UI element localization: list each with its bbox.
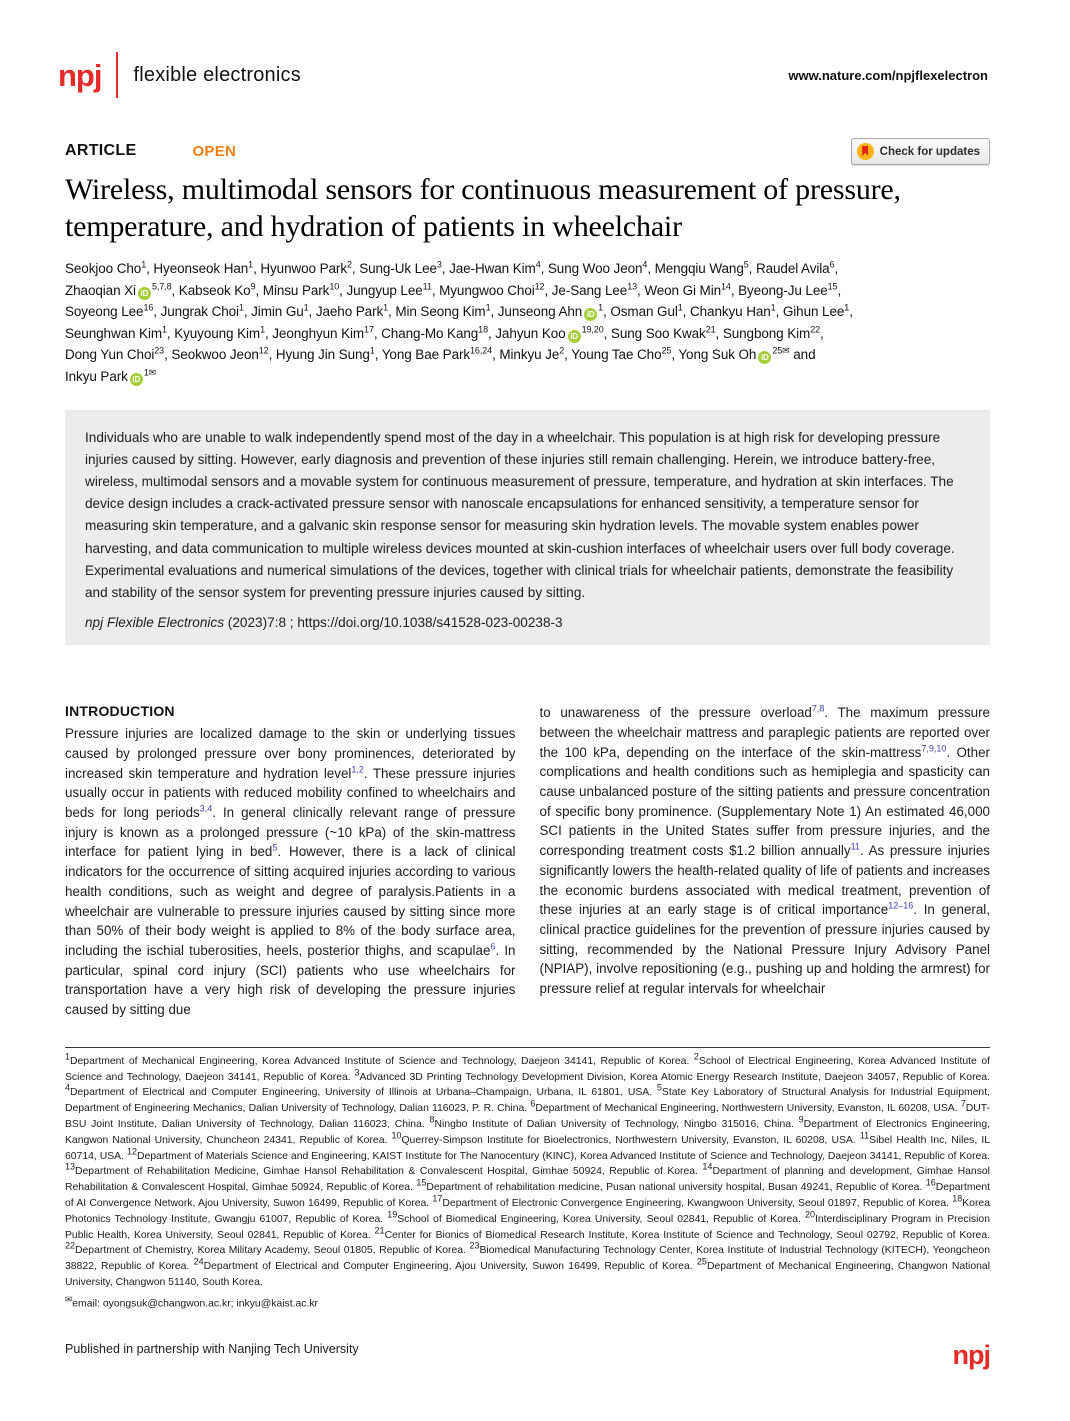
site-url[interactable]: www.nature.com/npjflexelectron [788,67,988,83]
footer-partnership: Published in partnership with Nanjing Tech University [65,1342,359,1356]
content [65,142,990,1312]
brand-group [58,52,301,98]
orcid-icon[interactable]: iD [568,330,581,343]
citation-journal: npj Flexible Electronics [85,615,225,631]
author-line: Dong Yun Choi$^{23}$, Seokwoo Jeon$^{12}$, Hyung Jin Sung$^1$, Yong Bae Park$^{16,24}$, Minkyu Je$^2$, Young Tae Cho$^{25}$, Yong Suk Oh $iD^{25✉}$ and [65,345,816,363]
article-type-row [65,142,990,160]
author-line: Seokjoo Cho$^1$, Hyeonseok Han$^1$, Hyunwoo Park$^2$, Sung-Uk Lee$^3$, Jae-Hwan Kim$^4$, Sung Woo Jeon$^4$, Mengqiu Wang$^5$, Raudel Avila$^6$, [65,259,839,276]
author-line: Inkyu Park $iD^{1✉}$ [65,367,157,384]
orcid-icon[interactable]: iD [138,287,151,300]
open-access-label: OPEN [192,142,237,160]
citation-doi-link[interactable]: (2023)7:8 ; https://doi.org/10.1038/s41528-023-00238-3 [224,615,563,631]
masthead [58,52,988,98]
author-line: Seunghwan Kim$^1$, Kyuyoung Kim$^1$, Jeonghyun Kim$^{17}$, Chang-Mo Kang$^{18}$, Jahyun Koo iD$^{19,20}$, Sung Soo Kwak$^{21}$, Sungbong Kim$^{22}$, [65,324,824,341]
article-title: Wireless, multimodal sensors for continuous measurement of pressure, temperature, and hydration of patients in wheelchair [65,173,901,243]
brand-divider [116,52,118,98]
author-list [65,258,990,388]
footnote-divider [65,1047,990,1048]
author-line: Zhaoqian Xi iD$^{5,7,8}$, Kabseok Ko$^9$, Minsu Park$^{10}$, Jungyup Lee$^{11}$, Myungwoo Choi$^{12}$, Je-Sang Lee$^{13}$, Weon Gi Min$^{14}$, Byeong-Ju Lee$^{15}$, [65,281,842,298]
orcid-icon[interactable]: iD [758,351,771,364]
npj-logo: npj [58,57,102,93]
affiliations-text: $^1$Department of Mechanical Engineering, Korea Advanced Institute of Science and Technology, Daejeon 34141, Republic of Korea. $^2$School of Electrical Engineering, Korea Advanced Institute of Science and Technology, Daejeon 34141, Republic of Korea. $^3$Advanced 3D Printing Technology Development Division, Korea Atomic Energy Research Institute, Daejeon 34057, Republic of Korea. $^4$Department of Electrical and Computer Engineering, University of Illinois at Urbana–Champaign, Urbana, IL 61801, USA. $^5$State Key Laboratory of Structural Analysis for Industrial Equipment, Department of Engineering Mechanics, Dalian University of Technology, Dalian 116023, P. R. China. $^6$Department of Mechanical Engineering, Northwestern University, Evanston, IL 60208, USA. $^7$DUT-BSU Joint Institute, Dalian University of Technology, Dalian 116023, China. $^8$Ningbo Institute of Dalian University of Technology, Ningbo 315016, China. $^9$Department of Electronics Engineering, Kangwon National University, Chuncheon 24341, Republic of Korea. $^{10}$Querrey-Simpson Institute for Bioelectronics, Northwestern University, Evanston, IL 60208, USA. $^{11}$Sibel Health Inc, Niles, IL 60714, USA. $^{12}$Department of Materials Science and Engineering, KAIST Institute for The Nanocentury (KINC), Korea Advanced Institute of Science and Technology, Daejeon 34141, Republic of Korea. $^{13}$Department of Rehabilitation Medicine, Gimhae Hansol Rehabilitation & Convalescent Hospital, Gimhae 50924, Republic of Korea. $^{14}$Department of planning and development, Gimhae Hansol Rehabilitation & Convalescent Hospital, Gimhae 50924, Republic of Korea. $^{15}$Department of rehabilitation medicine, Pusan national university hospital, Busan 49241, Republic of Korea. $^{16}$Department of AI Convergence Network, Ajou University, Suwon 16499, Republic of Korea. $^{17}$Department of Electronic Convergence Engineering, Kwangwoon University, Seoul 01897, Republic of Korea. $^{18}$Korea Photonics Technology Institute, Gwangju 61007, Republic of Korea. $^{19}$School of Biomedical Engineering, Korea University, Seoul 02841, Republic of Korea. $^{20}$Interdisciplinary Program in Precision Public Health, Korea University, Seoul 02841, Republic of Korea. $^{21}$Center for Bionics of Biomedical Research Institute, Korea Institute of Science and Technology, Seoul 02792, Republic of Korea. $^{22}$Department of Chemistry, Korea Military Academy, Seoul 01805, Republic of Korea. $^{23}$Biomedical Manufacturing Technology Center, Korea Institute of Industrial Technology (KITECH), Yeongcheon 38822, Republic of Korea. $^{24}$Department of Electrical and Computer Engineering, Ajou University, Suwon 16499, Republic of Korea. $^{25}$Department of Mechanical Engineering, Changwon National University, Changwon 51140, South Korea. [65,1051,991,1288]
author-line: Soyeong Lee$^{16}$, Jungrak Choi$^1$, Jimin Gu$^1$, Jaeho Park$^1$, Min Seong Kim$^1$, Junseong Ahn $iD^1$, Osman Gul$^1$, Chankyu Han$^1$, Gihun Lee$^1$, [65,302,853,320]
page-footer [65,1342,990,1369]
intro-text-right: to unawareness of the pressure overload$^{7,8}$. The maximum pressure between the wheelchair mattress and paraplegic patients are reported over the 100 kPa, depending on the interface of the skin-mattress$^{7,9,10}$. Other complications and health conditions such as hemiplegia and spasticity can cause unbalanced posture of the sitting patients and pressure concentration of specific bony prominence. (Supplementary Note 1) An estimated 46,000 SCI patients in the United States suffer from pressure injuries, and the corresponding treatment costs $1.2 billion annually$^{11}$. As pressure injuries significantly lowers the health-related quality of life of patients and increases the economic burdens associated with medical treatment, prevention of these injuries at an early stage is of critical importance$^{12-16}$. In general, clinical practice guidelines for the prevention of pressure injuries caused by sitting, recommended by the National Pressure Injury Advisory Panel (NPIAP), involve repositioning (e.g., pushing up and holding the armrest) for pressure relief at regular intervals for wheelchair [539,703,990,997]
footer-npj-logo: npj [952,1340,990,1370]
orcid-icon[interactable]: iD [130,373,143,386]
body-columns [65,703,990,1020]
abstract-box [65,410,990,646]
column-left [65,703,516,1020]
check-updates-label: Check for updates [879,145,980,158]
article-type-label: ARTICLE [65,142,137,159]
check-updates-button[interactable] [851,138,990,165]
abstract-text: Individuals who are unable to walk independently spend most of the day in a wheelchair. This population is at high risk for developing pressure injuries caused by sitting. However, early diagnosis and prevention of these injuries still remain challenging. Herein, we introduce battery-free, wireless, multimodal sensors and a movable system for continuous measurement of pressure, temperature, and hydration at skin interfaces. The device design includes a crack-activated pressure sensor with nanoscale encapsulations for enhanced sensitivity, a temperature sensor for measuring skin temperature, and a galvanic skin response sensor for measuring skin hydration levels. The movable system enables power harvesting, and data communication to multiple wireless devices mounted at skin-cushion interfaces of wheelchair users over full body coverage. Experimental evaluations and numerical simulations of the devices, together with clinical trials for wheelchair patients, demonstrate the feasibility and stability of the sensor system for preventing pressure injuries caused by sitting. [85,429,955,600]
intro-heading: INTRODUCTION [65,703,175,720]
email-line[interactable]: ✉email: oyongsuk@changwon.ac.kr; inkyu@kaist.ac.kr [65,1293,319,1310]
orcid-icon[interactable]: iD [584,308,597,321]
column-right [540,703,991,1020]
crossmark-icon [857,143,874,160]
intro-text-left: Pressure injuries are localized damage to the skin or underlying tissues caused by prolonged pressure over bony prominences, deteriorated by increased skin temperature and hydration level$^{1,2}$. These pressure injuries usually occur in patients with reduced mobility confined to wheelchairs and beds for long periods$^{3,4}$. In general clinically relevant range of pressure injury is known as a prolonged pressure (~10 kPa) of the skin-mattress interface for patient lying in bed$^5$. However, there is a lack of clinical indicators for the occurrence of sitting acquired injuries according to various health conditions, such as weight and degree of paralysis.Patients in a wheelchair are vulnerable to pressure injuries caused by sitting since more than 50% of their body weight is applied to 8% of the body surface area, including the ischial tuberosities, heels, posterior thighs, and scapulae$^6$. In particular, spinal cord injury (SCI) patients who use wheelchairs for transportation have a very high risk of developing the pressure injuries caused by sitting due [65,726,516,1018]
citation [85,615,970,630]
journal-name: flexible electronics [133,63,301,86]
